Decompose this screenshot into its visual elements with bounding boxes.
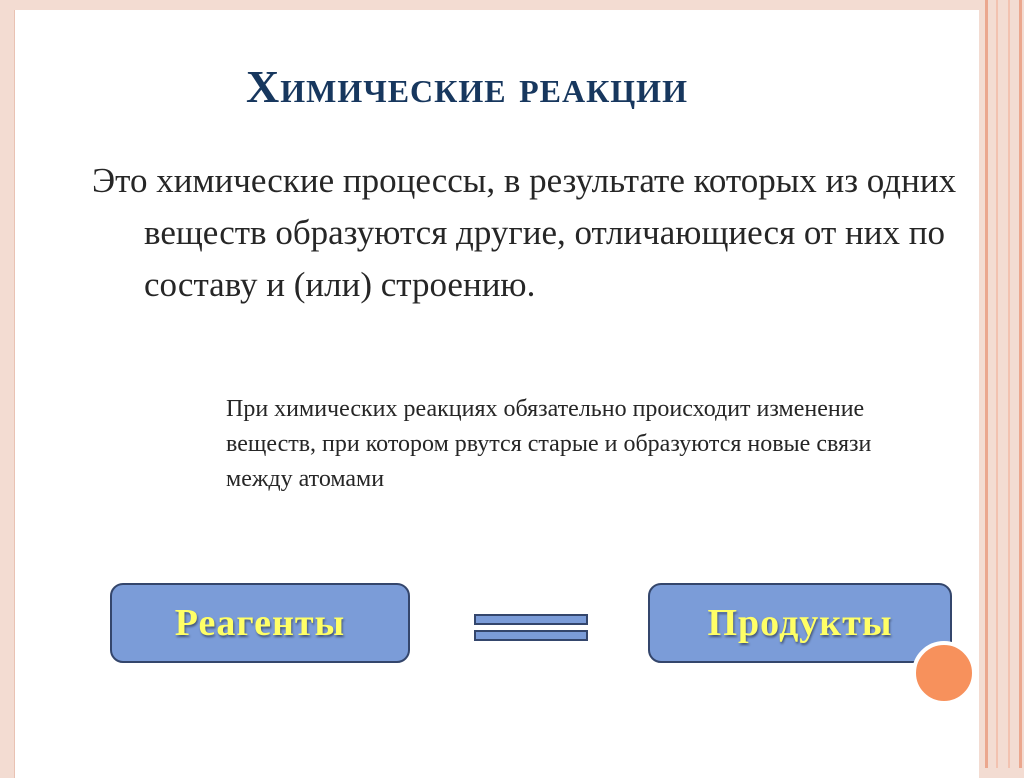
reagents-box	[110, 583, 410, 663]
equals-bar-bottom	[474, 630, 588, 641]
decorative-stripe	[1008, 0, 1010, 768]
equals-bar-top	[474, 614, 588, 625]
definition-text: Это химические процессы, в результате которых из одних веществ образуются другие, отличающиеся от них по составу и (или) строению.	[92, 161, 957, 304]
reagents-label: Реагенты	[174, 602, 346, 644]
products-box	[648, 583, 952, 663]
decorative-stripe	[985, 0, 988, 768]
decorative-stripe	[996, 0, 998, 768]
slide-title: Химические реакции	[246, 61, 688, 112]
decorative-circle	[912, 641, 976, 705]
note-text: При химических реакциях обязательно происходит изменение веществ, при котором рвутся старые и образуются новые связи между атомами	[226, 396, 872, 492]
decorative-stripe	[1019, 0, 1022, 768]
products-label: Продукты	[707, 602, 893, 644]
